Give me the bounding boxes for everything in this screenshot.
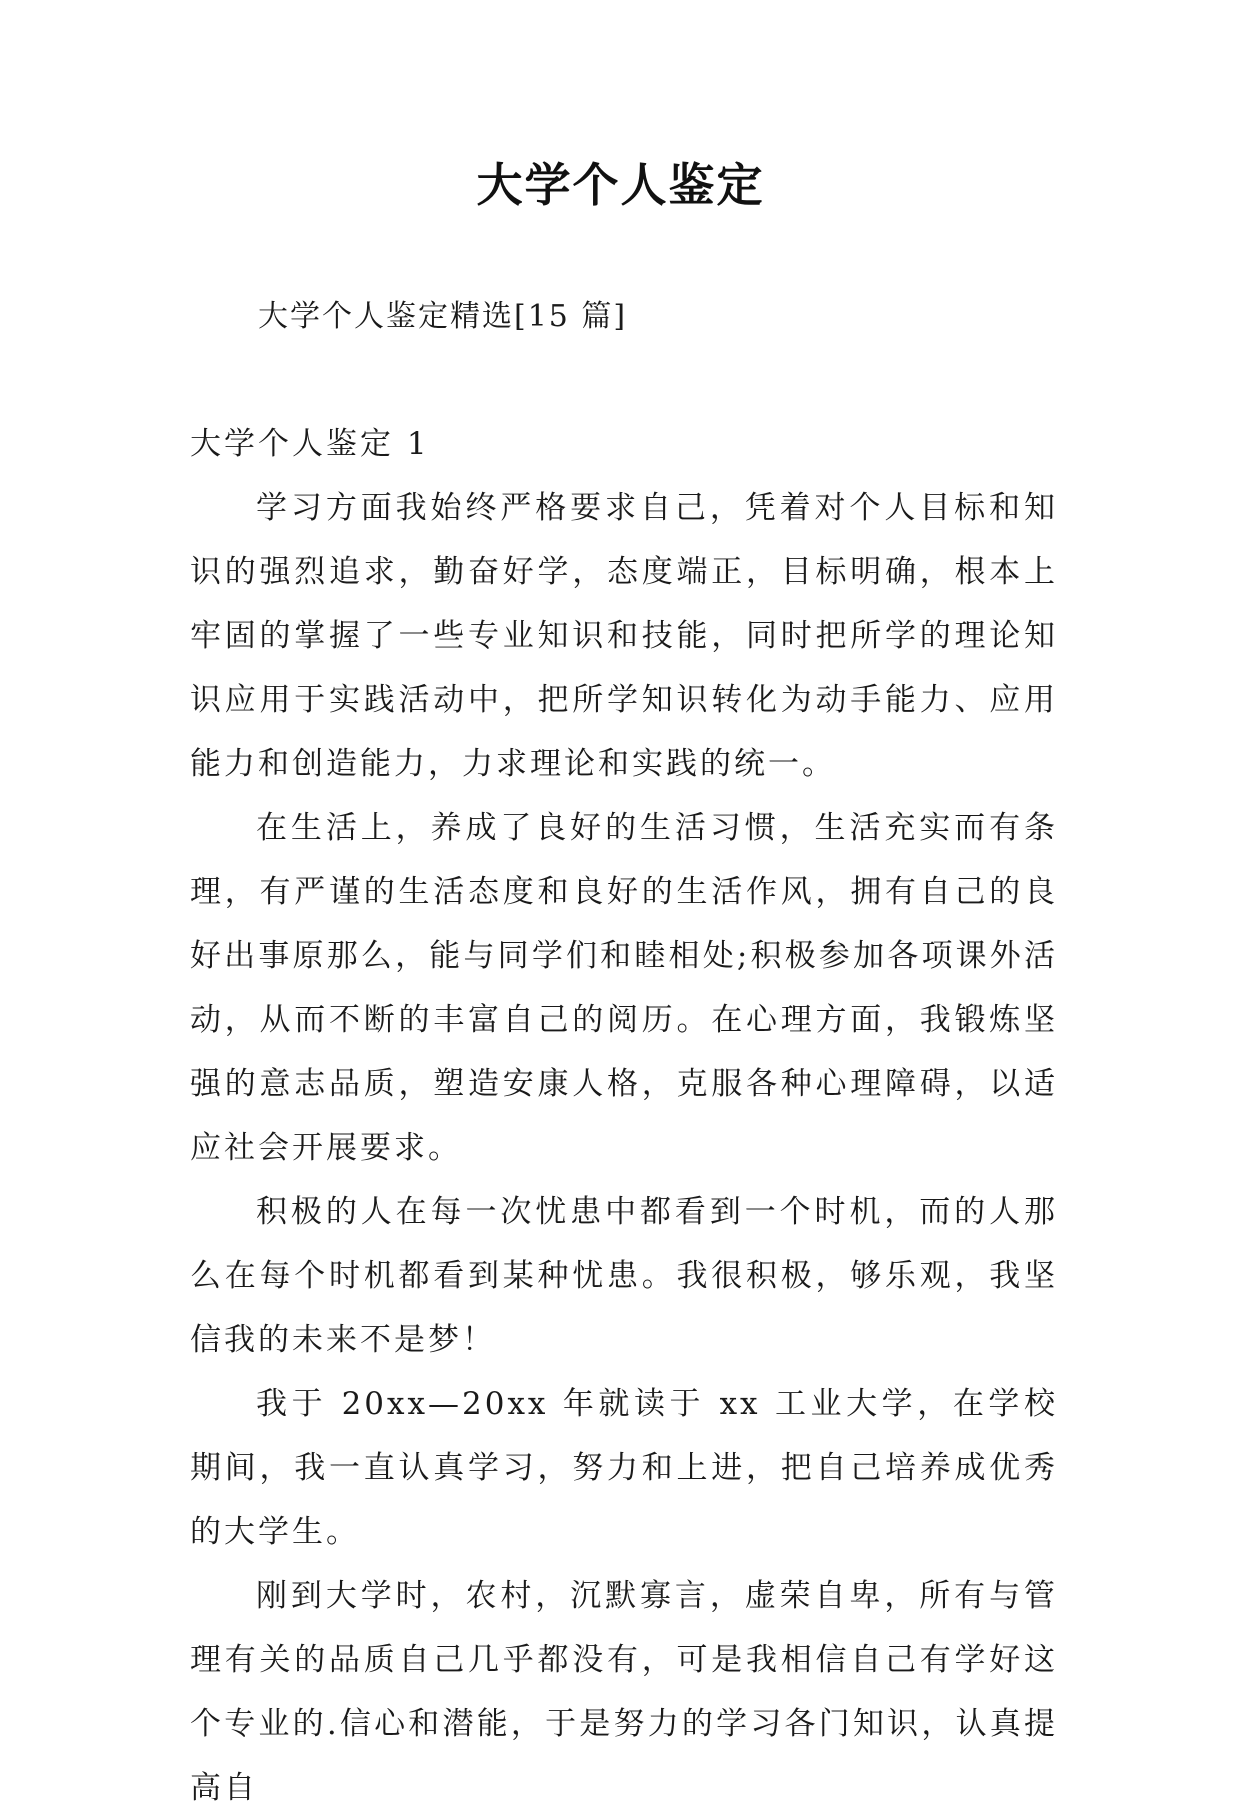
paragraph: 学习方面我始终严格要求自己，凭着对个人目标和知识的强烈追求，勤奋好学，态度端正，目标明确，根本上牢固的掌握了一些专业知识和技能，同时把所学的理论知识应用于实践活动中，把所学知识转化为动手能力、应用能力和创造能力，力求理论和实践的统一。	[190, 490, 1058, 782]
document-subtitle: 大学个人鉴定精选[15 篇]	[258, 299, 628, 334]
paragraph: 积极的人在每一次忧患中都看到一个时机，而的人那么在每个时机都看到某种忧患。我很积极，够乐观，我坚信我的未来不是梦！	[190, 1194, 1058, 1358]
section-heading: 大学个人鉴定 1	[190, 426, 430, 462]
document-title: 大学个人鉴定	[476, 158, 765, 212]
paragraph: 在生活上，养成了良好的生活习惯，生活充实而有条理，有严谨的生活态度和良好的生活作风，拥有自己的良好出事原那么，能与同学们和睦相处;积极参加各项课外活动，从而不断的丰富自己的阅历。在心理方面，我锻炼坚强的意志品质，塑造安康人格，克服各种心理障碍，以适应社会开展要求。	[190, 810, 1058, 1166]
document-body	[190, 412, 1058, 1820]
paragraph: 我于 20xx—20xx 年就读于 xx 工业大学，在学校期间，我一直认真学习，努力和上进，把自己培养成优秀的大学生。	[190, 1386, 1058, 1550]
paragraph: 刚到大学时，农村，沉默寡言，虚荣自卑，所有与管理有关的品质自己几乎都没有，可是我相信自己有学好这个专业的.信心和潜能，于是努力的学习各门知识，认真提高自	[190, 1578, 1058, 1806]
